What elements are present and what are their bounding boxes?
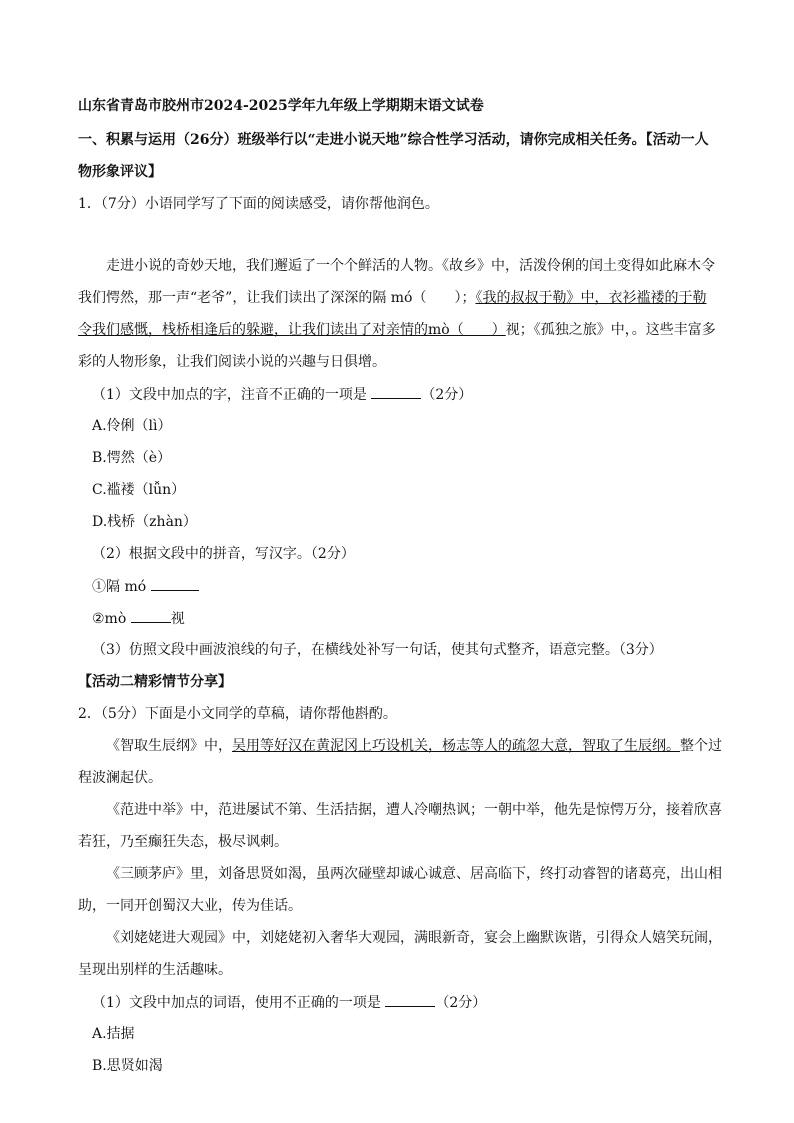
q2-p3-line1: 《三顾茅庐》里，刘备思贤如渴，虽两次碰壁却诚心诚意、居高临下，终打动睿智的诸葛亮，出山相 — [106, 866, 722, 882]
q1-sub3: （3）仿照文段中画波浪线的句子，在横线处补写一句话，使其句式整齐，语意完整。（3分） — [92, 642, 663, 658]
activity2-header: 【活动二精彩情节分享】 — [78, 674, 232, 690]
q2-p1-line2: 程波澜起伏。 — [78, 770, 162, 786]
q2-sub1-score: （2分） — [435, 995, 487, 1011]
q1-passage-line3-b: mò（ ） — [428, 322, 506, 338]
q1-sub2: （2）根据文段中的拼音，写汉字。（2分） — [92, 546, 355, 562]
section1-header-line2: 物形象评议】 — [78, 164, 162, 180]
q2-sub1-text: （1）文段中加点的词语，使用不正确的一项是 — [92, 995, 381, 1011]
q1-option-d: D.栈桥（zhàn） — [92, 514, 197, 530]
q2-p2-line2: 若狂，乃至癫狂失态，极尽讽刺。 — [78, 834, 288, 850]
q1-passage-line3-c: 视；《孤独之旅》中，。这些丰富多 — [505, 322, 716, 338]
q1-passage-line1: 走进小说的奇妙天地，我们邂逅了一个个鲜活的人物。《故乡》中，活泼伶俐的闰土变得如此麻木令 — [106, 258, 715, 274]
q2-p1-line1-b: 吴用等好汉在黄泥冈上巧设机关，杨志等人的疏忽大意，智取了生辰纲。 — [232, 738, 680, 754]
q1-fill1-label: ①隔 mó — [92, 579, 147, 595]
q1-fill1-blank[interactable] — [151, 576, 199, 591]
q1-fill2-label: ②mò — [92, 611, 127, 627]
q1-fill1 — [92, 576, 199, 596]
q2-option-a: A.拮据 — [92, 1026, 135, 1042]
q1-sub1-answer-blank[interactable] — [371, 384, 421, 399]
q2-p1-line1-a: 《智取生辰纲》中， — [106, 738, 232, 754]
q1-passage-line3 — [78, 320, 716, 340]
section1-header-line1: 一、积累与运用（26分）班级举行以“走进小说天地”综合性学习活动，请你完成相关任务。【活动一人 — [78, 132, 709, 148]
q1-fill2 — [92, 608, 185, 628]
q2-sub1-answer-blank[interactable] — [385, 992, 435, 1007]
q1-passage-line2-a: 我们愕然，那一声“老爷”，让我们读出了深深的隔 mó（ ）； — [78, 290, 476, 306]
exam-title: 山东省青岛市胶州市2024-2025学年九年级上学期期末语文试卷 — [78, 98, 484, 114]
q2-p2-line1: 《范进中举》中，范进屡试不第、生活拮据，遭人冷嘲热讽；一朝中举，他先是惊愕万分，接着欣喜 — [106, 802, 722, 818]
q2-p1-line1 — [106, 736, 722, 756]
q2-sub1 — [92, 992, 486, 1012]
q1-sub1-text: （1）文段中加点的字，注音不正确的一项是 — [92, 387, 367, 403]
q2-p4-line1: 《刘姥姥进大观园》中，刘姥姥初入奢华大观园，满眼新奇，宴会上幽默诙谐，引得众人嬉笑玩闹， — [106, 930, 722, 946]
q2-p3-line2: 助，一同开创蜀汉大业，传为佳话。 — [78, 898, 302, 914]
q1-passage-line2 — [78, 288, 706, 308]
q1-option-b: B.愕然（è） — [92, 450, 172, 466]
q2-option-b: B.思贤如渴 — [92, 1058, 163, 1074]
q1-passage-line2-b: 《我的叔叔于勒》中，衣衫褴褛的于勒 — [475, 290, 707, 306]
q2-stem: 2．（5分）下面是小文同学的草稿，请你帮他斟酌。 — [78, 706, 397, 722]
q1-sub1 — [92, 384, 472, 404]
q1-passage-line3-a: 令我们感慨，栈桥相逢后的躲避，让我们读出了对亲情的 — [78, 322, 428, 338]
q1-fill2-suffix: 视 — [170, 611, 185, 627]
q1-fill2-blank[interactable] — [131, 608, 171, 623]
q1-option-c: C.褴褛（lǚn） — [92, 482, 186, 498]
q2-p4-line2: 呈现出别样的生活趣味。 — [78, 962, 232, 978]
q1-option-a: A.伶俐（lì） — [92, 418, 172, 434]
q1-sub1-score: （2分） — [421, 387, 473, 403]
q1-passage-line4: 彩的人物形象，让我们阅读小说的兴趣与日俱增。 — [78, 354, 386, 370]
q2-p1-line1-c: 整个过 — [680, 738, 722, 754]
q1-stem: 1．（7分）小语同学写了下面的阅读感受，请你帮他润色。 — [78, 196, 439, 212]
